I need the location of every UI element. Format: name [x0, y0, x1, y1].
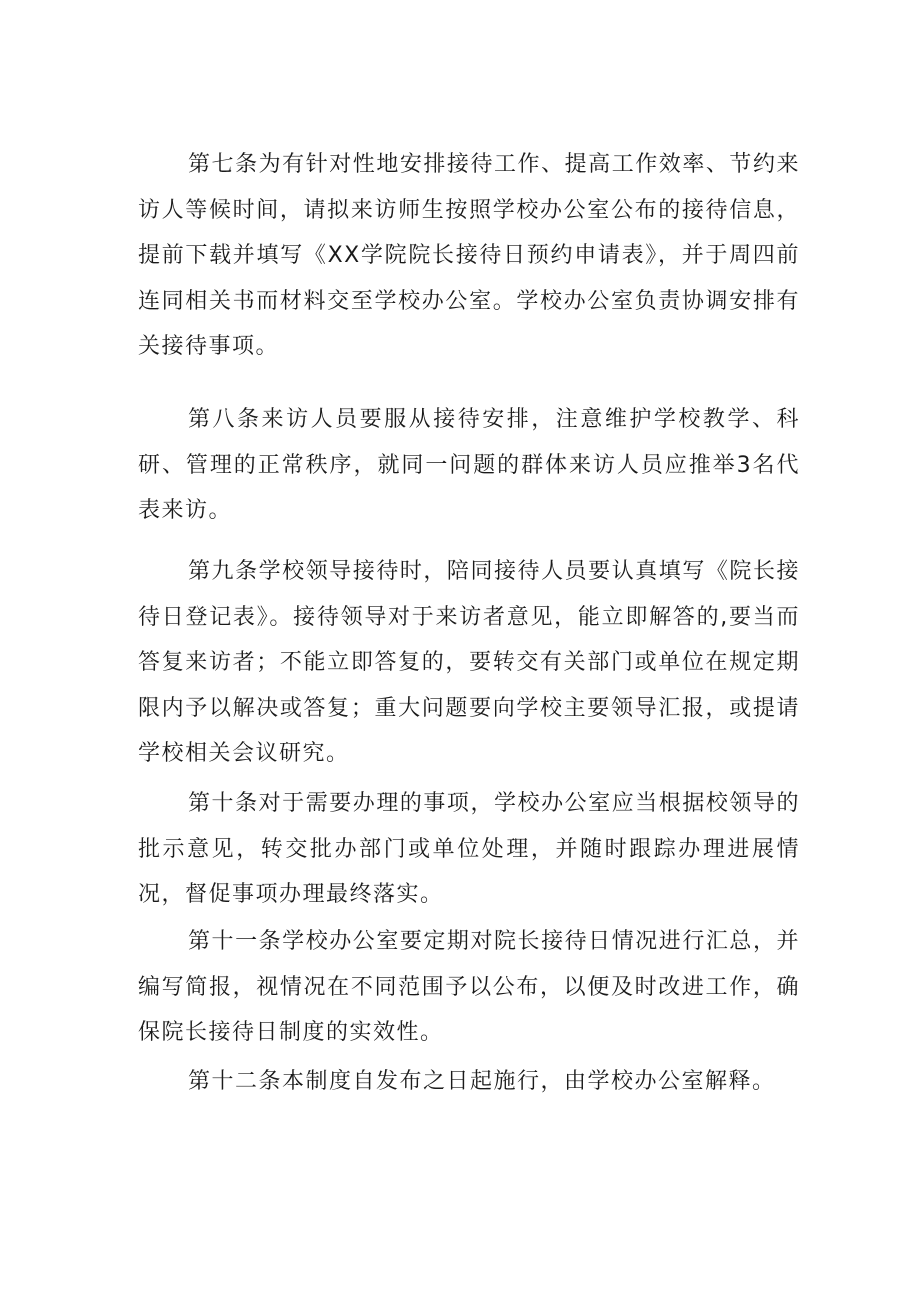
article-9-paragraph: 第九条学校领导接待时，陪同接待人员要认真填写《院长接待日登记表》。接待领导对于来访者意见，能立即解答的,要当而答复来访者；不能立即答复的，要转交有关部门或单位在规定期限内予以解决或答复；重大问题要向学校主要领导汇报，或提请学校相关会议研究。	[138, 559, 800, 766]
article-10-paragraph: 第十条对于需要办理的事项，学校办公室应当根据校领导的批示意见，转交批办部门或单位处理，并随时跟踪办理进展情况，督促事项办理最终落实。	[138, 791, 800, 907]
article-11-paragraph: 第十一条学校办公室要定期对院长接待日情况进行汇总，并编写简报，视情况在不同范围予以公布，以便及时改进工作，确保院长接待日制度的实效性。	[138, 929, 800, 1045]
article-12-paragraph: 第十二条本制度自发布之日起施行，由学校办公室解释。	[188, 1069, 776, 1094]
article-8-paragraph: 第八条来访人员要服从接待安排，注意维护学校教学、科研、管理的正常秩序，就同一问题的群体来访人员应推举3名代表来访。	[138, 407, 800, 523]
article-7-paragraph: 第七条为有针对性地安排接待工作、提高工作效率、节约来访人等候时间，请拟来访师生按照学校办公室公布的接待信息，提前下载并填写《XX学院院长接待日预约申请表》，并于周四前连同相关书而材料交至学校办公室。学校办公室负责协调安排有关接待事项。	[138, 152, 800, 359]
